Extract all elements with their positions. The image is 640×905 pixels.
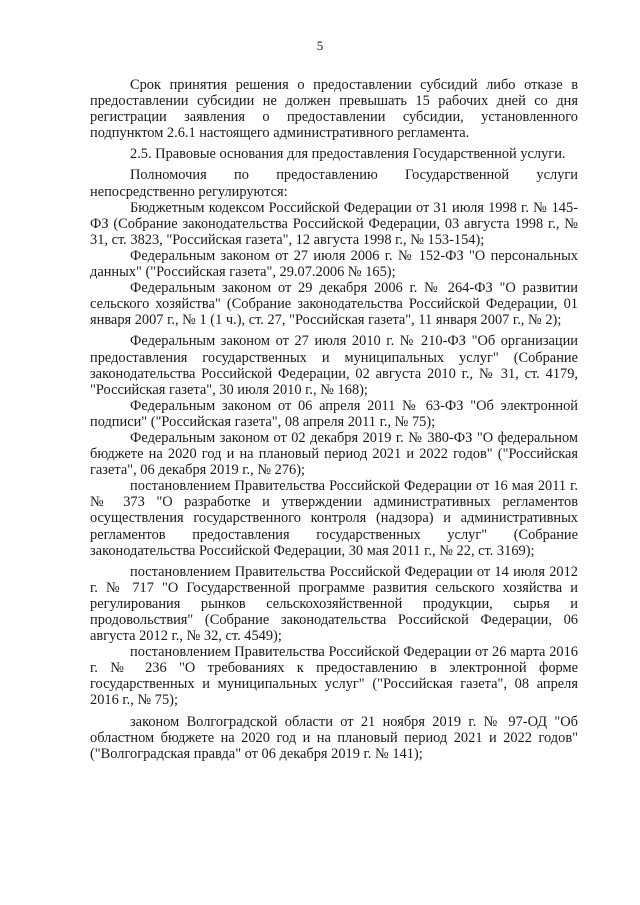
legal-act-item: Федеральным законом от 27 июля 2006 г. № 152-ФЗ "О персональных данных" ("Российская газета", 29.07.2006 № 165); [90,247,578,281]
section-heading-legal-basis: 2.5. Правовые основания для предоставления Государственной услуги. [130,146,566,163]
legal-act-item: постановлением Правительства Российской Федерации от 26 марта 2016 г. № 236 "О требованиях к предоставлению в электронной форме государственных и муниципальных услуг" ("Российская газета", 08 апреля 2016 г., № 75); [90,644,578,709]
legal-act-item: Бюджетным кодексом Российской Федерации от 31 июля 1998 г. № 145-ФЗ (Собрание законодательства Российской Федерации, 03 августа 1998 г., № 31, ст. 3823, "Российская газета", 12 августа 1998 г., № 153-154); [90,199,578,248]
legal-act-item: Федеральным законом от 27 июля 2010 г. № 210-ФЗ "Об организации предоставления государственных и муниципальных услуг" (Собрание законодательства Российской Федерации, 02 августа 2010 г., № 31, ст. 4179, "Российская газета", 30 июля 2010 г., № 168); [90,333,578,398]
legal-act-item: Федеральным законом от 29 декабря 2006 г. № 264-ФЗ "О развитии сельского хозяйства" (Собрание законодательства Российской Федерации, 01 января 2007 г., № 1 (1 ч.), ст. 27, "Российская газета", 11 января 2007 г., № 2); [90,280,578,329]
page-number: 5 [316,38,324,53]
legal-act-item: законом Волгоградской области от 21 ноября 2019 г. № 97-ОД "Об областном бюджете на 2020 год и на плановый период 2021 и 2022 годов" ("Волгоградская правда" от 06 декабря 2019 г. № 141); [90,713,578,762]
legal-act-item: Федеральным законом от 02 декабря 2019 г. № 380-ФЗ "О федеральном бюджете на 2020 год и на плановый период 2021 и 2022 годов" ("Российская газета", 06 декабря 2019 г., № 276); [90,429,578,479]
paragraph-decision-deadline: Срок принятия решения о предоставлении субсидий либо отказе в предоставлении субсидии не должен превышать 15 рабочих дней со дня регистрации заявления о предоставлении субсидии, установленного подпунктом 2.6.1 настоящего административного регламента. [90,77,578,142]
document-body [90,77,578,762]
legal-act-item: постановлением Правительства Российской Федерации от 14 июля 2012 г. № 717 "О Государственной программе развития сельского хозяйства и регулирования рынков сельскохозяйственной продукции, сырья и продовольствия" (Собрание законодательства Российской Федерации, 06 августа 2012 г., № 32, ст. 4549); [90,563,578,645]
legal-act-item: Федеральным законом от 06 апреля 2011 № 63-ФЗ "Об электронной подписи" ("Российская газета", 08 апреля 2011 г., № 75); [90,397,578,430]
paragraph-powers-intro: Полномочия по предоставлению Государственной услуги непосредственно регулируются: [90,167,578,200]
legal-act-item: постановлением Правительства Российской Федерации от 16 мая 2011 г. № 373 "О разработке и утверждении административных регламентов осуществления государственного контроля (надзора) и административных регламентов предоставления государственных услуг" (Собрание законодательства Российской Федерации, 30 мая 2011 г., № 22, ст. 3169); [90,478,578,559]
